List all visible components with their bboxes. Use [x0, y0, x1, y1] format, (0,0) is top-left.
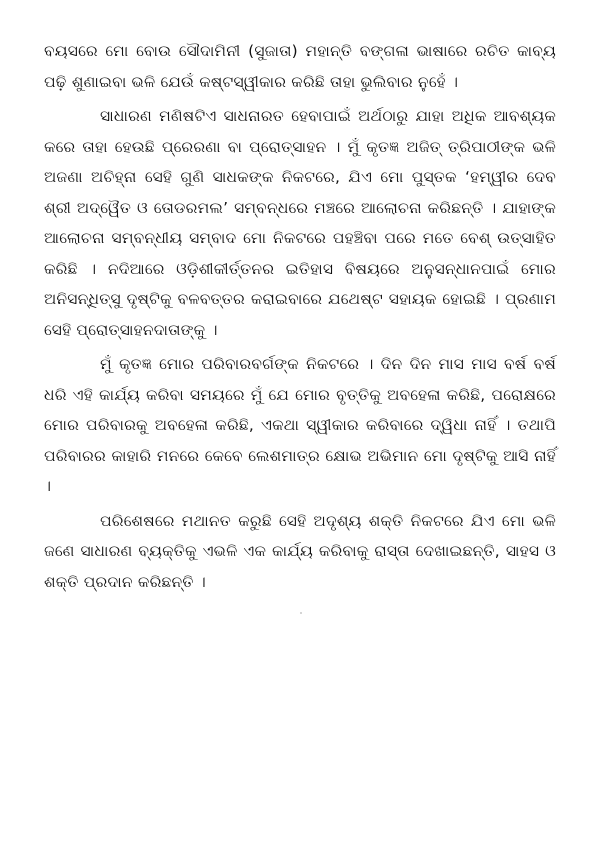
paragraph-3: ମୁଁ କୃତଜ୍ଞ ମୋର ପରିବାରବର୍ଗଙ୍କ ନିକଟରେ । ଦିନ ଦିନ ମାସ ମାସ ବର୍ଷ ବର୍ଷ ଧରି ଏହି କାର୍ଯ୍ୟ କରିବା ସମୟରେ ମୁଁ ଯେ ମୋର ବୃତ୍ତିକୁ ଅବହେଳା କରିଛି, ପରୋକ୍ଷରେ ମୋର ପରିବାରକୁ ଅବହେଳା କରିଛି, ଏକଥା ସ୍ୱୀକାର କରିବାରେ ଦ୍ୱିଧା ନାହିଁ । ତଥାପି ପରିବାରର କାହାରି ମନରେ କେବେ ଲେଶମାତ୍ର କ୍ଷୋଭ ଅଭିମାନ ମୋ ଦୃଷ୍ଟିକୁ ଆସି ନାହିଁ । — [44, 355, 556, 495]
body-text — [44, 36, 556, 601]
paragraph-2: ସାଧାରଣ ମଣିଷଟିଏ ସାଧନାରତ ହେବାପାଇଁ ଅର୍ଥଠାରୁ ଯାହା ଅଧିକ ଆବଶ୍ୟକ କରେ ତାହା ହେଉଛି ପ୍ରେରଣା ବା ପ୍ରୋତ୍ସାହନ । ମୁଁ କୃତଜ୍ଞ ଅଜିତ୍ ତ୍ରିପାଠୀଙ୍କ ଭଳି ଅଜଣା ଅଚିହ୍ନା ସେହି ଗୁଣି ସାଧକଙ୍କ ନିକଟରେ, ଯିଏ ମୋ ପୁସ୍ତକ ‘ହମ୍ୱୀର ଦେବ ଶ୍ରୀ ଅଦ୍ୱୈତ ଓ ତୋଡରମଲ’ ସମ୍ବନ୍ଧରେ ମଞ୍ଚରେ ଆଲୋଚନା କରିଛନ୍ତି । ଯାହାଙ୍କ ଆଲୋଚନା ସମ୍ବନ୍ଧୀୟ ସମ୍ବାଦ ମୋ ନିକଟରେ ପହଞ୍ଚିବା ପରେ ମତେ ବେଶ୍ ଉତ୍ସାହିତ କରିଛି । ନଦିଆରେ ଓଡ଼ିଶୀକୀର୍ତ୍ତନର ଇତିହାସ ବିଷୟରେ ଅନୁସନ୍ଧାନପାଇଁ ମୋର ଅନିସନ୍ଧିତ୍ସୁ ଦୃଷ୍ଟିକୁ ବଳବତ୍ତର କରାଇବାରେ ଯଥେଷ୍ଟ ସହାୟକ ହୋଇଛି । ପ୍ରଣାମ ସେହି ପ୍ରୋତ୍ସାହନଦାତାଙ୍କୁ । — [44, 107, 556, 339]
paragraph-4: ପରିଶେଷରେ ମଥାନତ କରୁଛି ସେହି ଅଦୃଶ୍ୟ ଶକ୍ତି ନିକଟରେ ଯିଏ ମୋ ଭଳି ଜଣେ ସାଧାରଣ ବ୍ୟକ୍ତିକୁ ଏଭଳି ଏକ କାର୍ଯ୍ୟ କରିବାକୁ ରାସ୍ତା ଦେଖାଇଛନ୍ତି, ସାହସ ଓ ଶକ୍ତି ପ୍ରଦାନ କରିଛନ୍ତି । — [44, 511, 556, 591]
page-speck — [300, 612, 302, 614]
paragraph-1: ବୟସରେ ମୋ ବୋଉ ସୌଦାମିନୀ (ସୁଜାତା) ମହାନ୍ତି ବଙ୍ଗଳା ଭାଷାରେ ରଚିତ କାବ୍ୟ ପଢ଼ି ଶୁଣାଇବା ଭଳି ଯେଉଁ କଷ୍ଟସ୍ୱୀକାର କରିଛି ତାହା ଭୁଲିବାର ନୁହେଁ । — [44, 42, 556, 91]
